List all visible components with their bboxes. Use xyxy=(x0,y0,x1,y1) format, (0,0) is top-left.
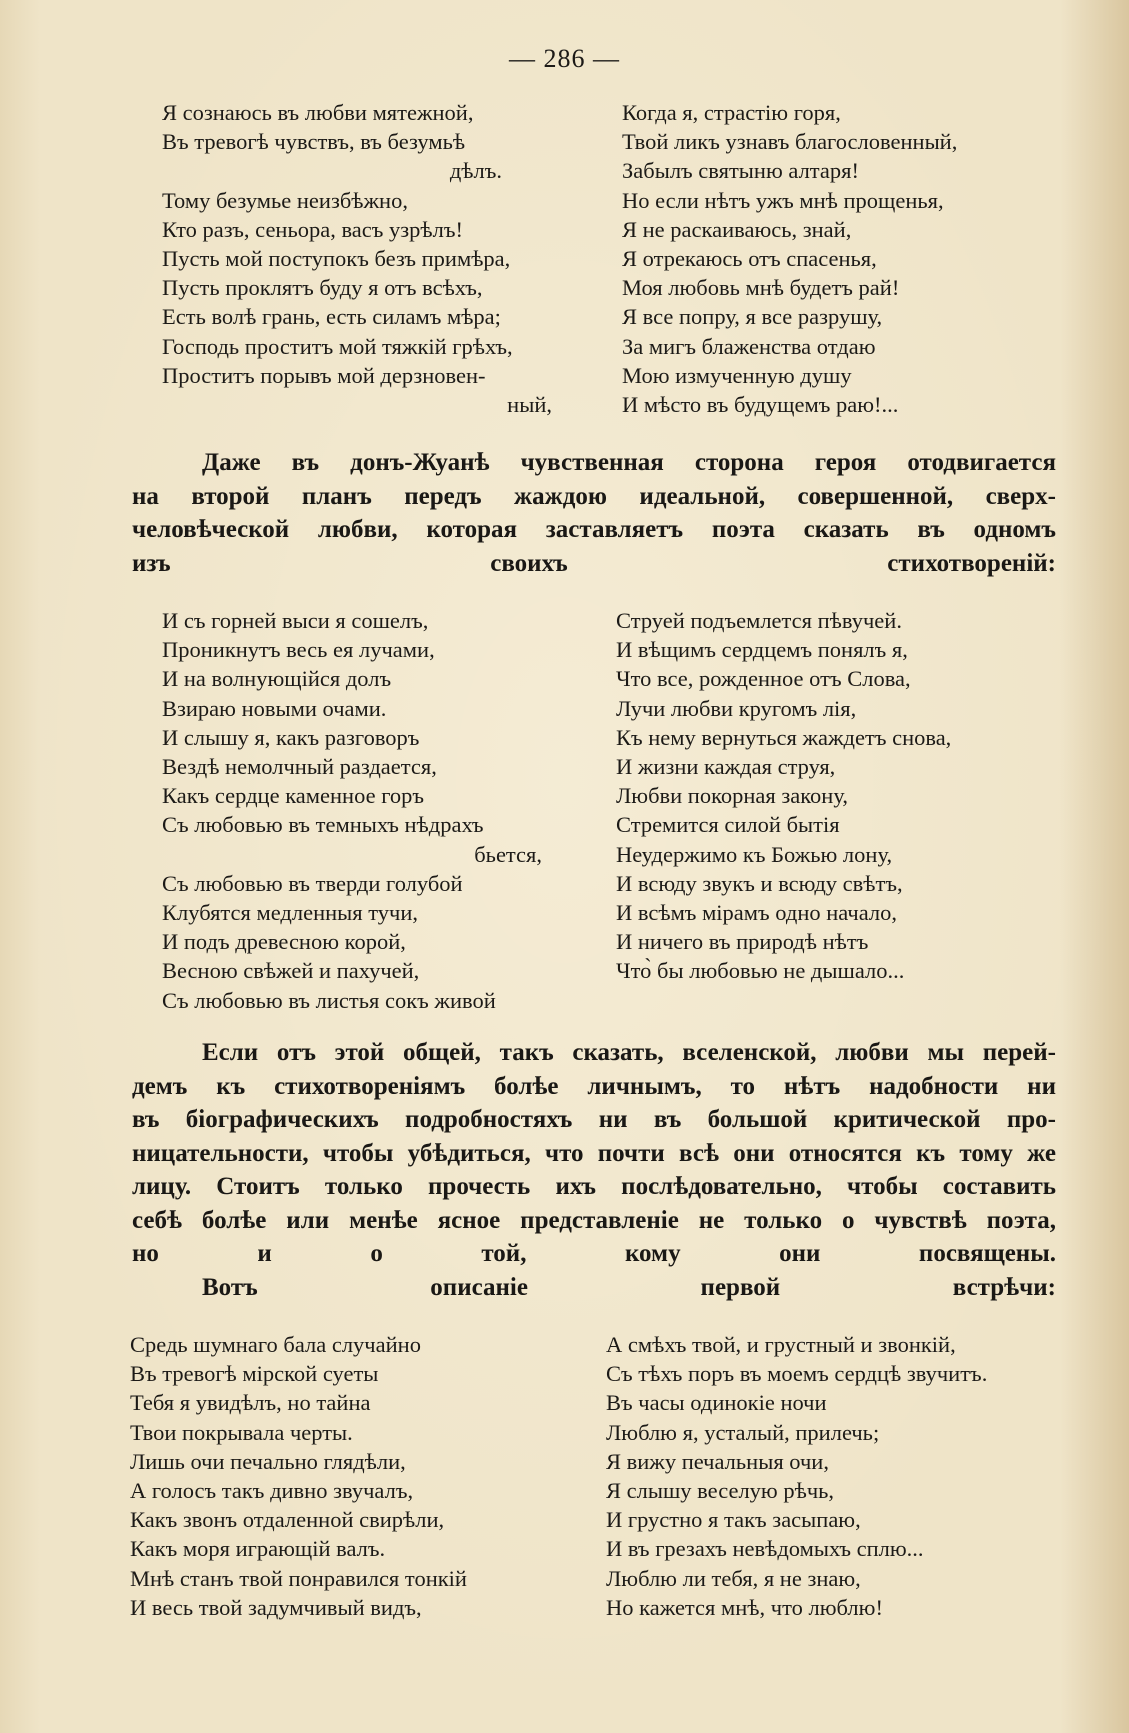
prose-line: но и о той, кому они посвящены. xyxy=(132,1240,1056,1267)
verse-line: Тому безумье неизбѣжно, xyxy=(162,187,408,213)
verse-line: Взираю новыми очами. xyxy=(162,695,387,721)
verse-line: Твой ликъ узнавъ благословенный, xyxy=(622,129,958,155)
verse-line: Въ тревогѣ мірской суеты xyxy=(130,1361,379,1387)
paragraph-1 xyxy=(132,446,1056,580)
verse-line: Какъ звонъ отдаленной свирѣли, xyxy=(130,1507,445,1533)
verse-line: И слышу я, какъ разговоръ xyxy=(162,724,420,750)
verse-line: Клубятся медленныя тучи, xyxy=(162,900,419,926)
verse-line: Какъ сердце каменное горъ xyxy=(162,783,425,809)
verse-line: Но если нѣтъ ужъ мнѣ прощенья, xyxy=(622,187,944,213)
prose-line: Даже въ донъ-Жуанѣ чувственная сторона героя отодвигается xyxy=(202,449,1056,476)
verse-line: Тебя я увидѣлъ, но тайна xyxy=(130,1390,371,1416)
verse-line: Я отрекаюсь отъ спасенья, xyxy=(622,246,877,272)
verse-line: Когда я, страстію горя, xyxy=(622,100,841,125)
verse-line: Съ любовью въ тверди голубой xyxy=(162,870,463,896)
verse-line: И на волнующійся долъ xyxy=(162,666,392,692)
verse-line: И грустно я такъ засыпаю, xyxy=(606,1507,861,1533)
verse-line: И всюду звукъ и всюду свѣтъ, xyxy=(616,870,903,896)
verse-line: И жизни каждая струя, xyxy=(616,754,836,780)
verse-line: Но кажется мнѣ, что люблю! xyxy=(606,1594,883,1620)
verse-line: Къ нему вернуться жаждетъ снова, xyxy=(616,724,952,750)
verse-line: Мою измученную душу xyxy=(622,362,852,388)
verse-line: И съ горней выси я сошелъ, xyxy=(162,608,429,633)
prose-line: демъ къ стихотвореніямъ болѣе личнымъ, то нѣтъ надобности ни xyxy=(132,1072,1056,1100)
verse-line: Проститъ порывъ мой дерзновен- xyxy=(162,362,486,388)
poem3-right-column xyxy=(606,1330,1066,1622)
verse-line: Въ тревогѣ чувствъ, въ безумьѣ xyxy=(162,129,466,155)
verse-line: Въ часы одинокіе ночи xyxy=(606,1390,827,1416)
verse-line: Лишь очи печально глядѣли, xyxy=(130,1448,406,1474)
prose-line: Если отъ этой общей, такъ сказать, вселенской, любви мы перей- xyxy=(202,1039,1056,1066)
prose-line: изъ своихъ стихотвореній: xyxy=(132,549,1056,577)
verse-line: Я слышу веселую рѣчь, xyxy=(606,1478,835,1504)
verse-line: Мнѣ станъ твой понравился тонкій xyxy=(130,1565,467,1591)
poem1-left-column xyxy=(162,98,582,419)
verse-line: Лучи любви кругомъ лія, xyxy=(616,695,857,721)
verse-line: дѣлъ. xyxy=(449,158,502,184)
verse-line: Забылъ святыню алтаря! xyxy=(622,158,859,184)
verse-line: Я не раскаиваюсь, знай, xyxy=(622,216,852,242)
poem3-left-column xyxy=(130,1330,570,1622)
verse-line: Вездѣ немолчный раздается, xyxy=(162,754,437,780)
prose-line: себѣ болѣе или менѣе ясное представленіе не только о чувствѣ поэта, xyxy=(132,1206,1056,1234)
verse-line: Люблю ли тебя, я не знаю, xyxy=(606,1565,861,1591)
prose-line: ницательности, чтобы убѣдиться, что почти всѣ они относятся къ тому же xyxy=(132,1139,1056,1167)
verse-line: Съ тѣхъ поръ въ моемъ сердцѣ звучитъ. xyxy=(606,1361,988,1387)
verse-line: А голосъ такъ дивно звучалъ, xyxy=(130,1478,414,1504)
verse-line: И въ грезахъ невѣдомыхъ сплю... xyxy=(606,1536,924,1562)
prose-line: на второй планъ передъ жаждою идеальной, совершенной, сверх- xyxy=(132,482,1056,510)
verse-line: За мигъ блаженства отдаю xyxy=(622,333,876,359)
verse-line: Какъ моря играющій валъ. xyxy=(130,1536,386,1562)
prose-line: лицу. Стоитъ только прочесть ихъ послѣдовательно, чтобы составить xyxy=(132,1173,1056,1200)
verse-line: Я сознаюсь въ любви мятежной, xyxy=(162,100,474,125)
verse-line: И весь твой задумчивый видъ, xyxy=(130,1594,422,1620)
verse-line: Весною свѣжей и пахучей, xyxy=(162,958,420,984)
verse-line: И всѣмъ мірамъ одно начало, xyxy=(616,900,897,926)
verse-line: Пусть проклятъ буду я отъ всѣхъ, xyxy=(162,275,483,301)
verse-line: Любви покорная закону, xyxy=(616,783,848,809)
verse-line: ный, xyxy=(507,392,552,418)
verse-line: Я все попру, я все разрушу, xyxy=(622,304,883,330)
verse-line: Съ любовью въ листья сокъ живой xyxy=(162,987,496,1013)
prose-line: въ біографическихъ подробностяхъ ни въ большой критической про- xyxy=(132,1106,1056,1133)
poem1-right-column xyxy=(622,98,1062,419)
verse-line: Съ любовью въ темныхъ нѣдрахъ xyxy=(162,812,484,838)
poem-intro: Вотъ описаніе первой встрѣчи: xyxy=(202,1273,1056,1301)
verse-line: Господь проститъ мой тяжкій грѣхъ, xyxy=(162,333,513,359)
prose-line: человѣческой любви, которая заставляетъ поэта сказать въ одномъ xyxy=(132,516,1056,543)
verse-line: Что все, рожденное отъ Слова, xyxy=(616,666,911,692)
verse-line: Струей подъемлется пѣвучей. xyxy=(616,608,902,633)
verse-line: Стремится силой бытія xyxy=(616,812,840,838)
verse-line: Средь шумнаго бала случайно xyxy=(130,1332,421,1357)
verse-line: Проникнутъ весь ея лучами, xyxy=(162,637,435,663)
verse-line: Твои покрывала черты. xyxy=(130,1419,353,1445)
verse-line: Что̀ бы любовью не дышало... xyxy=(616,958,905,984)
verse-line: И подъ древесною корой, xyxy=(162,929,406,955)
verse-line: А смѣхъ твой, и грустный и звонкій, xyxy=(606,1332,956,1357)
verse-line: И ничего въ природѣ нѣтъ xyxy=(616,929,869,955)
verse-line: Пусть мой поступокъ безъ примѣра, xyxy=(162,246,511,272)
verse-line: Есть волѣ грань, есть силамъ мѣра; xyxy=(162,304,501,330)
poem2-right-column xyxy=(616,606,1056,986)
verse-line: бьется, xyxy=(474,841,542,867)
verse-line: Кто разъ, сеньора, васъ узрѣлъ! xyxy=(162,216,463,242)
verse-line: И вѣщимъ сердцемъ понялъ я, xyxy=(616,637,908,663)
verse-line: Люблю я, усталый, прилечь; xyxy=(606,1419,880,1445)
page-number: — 286 — xyxy=(509,44,620,73)
paragraph-2 xyxy=(132,1036,1056,1304)
verse-line: Неудержимо къ Божью лону, xyxy=(616,841,893,867)
verse-line: И мѣсто въ будущемъ раю!... xyxy=(622,392,899,418)
verse-line: Я вижу печальныя очи, xyxy=(606,1448,829,1474)
verse-line: Моя любовь мнѣ будетъ рай! xyxy=(622,275,900,301)
poem2-left-column xyxy=(162,606,582,1015)
